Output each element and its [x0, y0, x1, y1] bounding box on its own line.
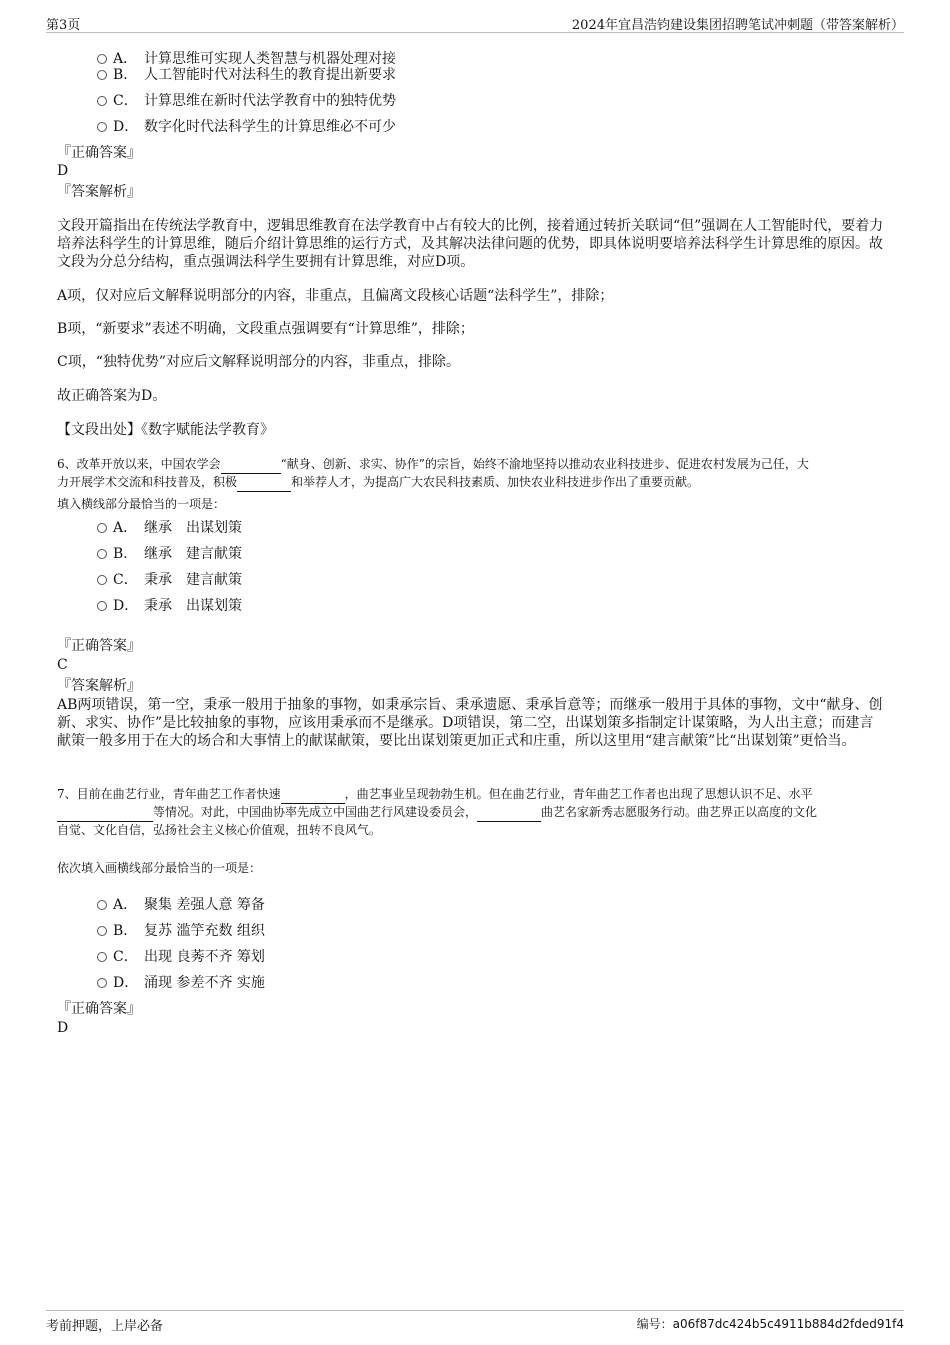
radio-icon[interactable]: [97, 952, 107, 962]
q6-option-a[interactable]: A． 继承 出谋划策: [97, 517, 242, 539]
document-code: 编号：a06f87dc424b5c4911b884d2fded91f4: [636, 1317, 904, 1331]
q7-prompt: 依次填入画横线部分最恰当的一项是：: [57, 861, 262, 875]
page-footer: [46, 1310, 904, 1337]
radio-icon[interactable]: [97, 523, 107, 533]
q5-option-c[interactable]: C． 计算思维在新时代法学教育中的独特优势: [97, 90, 396, 112]
blank-2[interactable]: [57, 804, 153, 822]
q5-analysis-b: B项，“新要求”表述不明确，文段重点强调要有“计算思维”，排除；: [57, 321, 474, 337]
footer-slogan: 考前押题，上岸必备: [46, 1319, 164, 1334]
blank-1[interactable]: [221, 456, 281, 474]
radio-icon[interactable]: [97, 575, 107, 585]
q6-analysis-label: 『答案解析』: [57, 678, 141, 694]
q7-option-d[interactable]: D． 涌现 参差不齐 实施: [97, 972, 265, 994]
q6-prompt: 填入横线部分最恰当的一项是：: [57, 497, 226, 511]
radio-icon[interactable]: [97, 549, 107, 559]
blank-3[interactable]: [477, 804, 541, 822]
q5-analysis-c: C项，“独特优势”对应后文解释说明部分的内容，非重点，排除。: [57, 354, 461, 370]
q5-analysis-paragraph: 文段开篇指出在传统法学教育中，逻辑思维教育在法学教育中占有较大的比例，接着通过转折关联词“但”强调在人工智能时代，要着力培养法科学生的计算思维，随后介绍计算思维的运行方式，及其解决法律问题的优势，即具体说明要培养法科学生计算思维的原因。故文段为分总分结构，重点强调法科学生要拥有计算思维，对应D项。: [57, 218, 884, 270]
blank-1[interactable]: [281, 786, 345, 804]
q7-option-c[interactable]: C． 出现 良莠不齐 筹划: [97, 946, 265, 968]
q7-option-b[interactable]: B． 复苏 滥竽充数 组织: [97, 920, 265, 942]
page-number: 第3页: [46, 18, 81, 33]
radio-icon[interactable]: [97, 601, 107, 611]
radio-icon[interactable]: [97, 900, 107, 910]
q5-analysis-a: A项，仅对应后文解释说明部分的内容，非重点，且偏离文段核心话题“法科学生”，排除；: [57, 288, 614, 304]
q5-answer: D: [57, 163, 69, 179]
q6-analysis: AB两项错误，第一空，秉承一般用于抽象的事物，如秉承宗旨、秉承遗愿、秉承旨意等；而继承一般用于具体的事物，文中“献身、创新、求实、协作”是比较抽象的事物，应该用秉承而不是继承。D项错误，第二空，出谋划策多指制定计谋策略，为人出主意；而建言献策一般多用于在大的场合和大事情上的献谋献策，要比出谋划策更加正式和庄重，所以这里用“建言献策”比“出谋划策”更恰当。: [57, 697, 883, 749]
q6-option-b[interactable]: B． 继承 建言献策: [97, 543, 242, 565]
q5-source: 【文段出处】《数字赋能法学教育》: [57, 422, 274, 438]
q5-analysis-label: 『答案解析』: [57, 184, 141, 200]
q6-option-c[interactable]: C． 秉承 建言献策: [97, 569, 242, 591]
blank-2[interactable]: [237, 474, 291, 492]
q7-answer: D: [57, 1020, 69, 1036]
radio-icon[interactable]: [97, 70, 107, 80]
q6-answer-label: 『正确答案』: [57, 638, 141, 654]
page-header: [46, 14, 904, 33]
document-title: 2024年宜昌浩钧建设集团招聘笔试冲刺题（带答案解析）: [571, 18, 904, 33]
q7-option-a[interactable]: A． 聚集 差强人意 筹备: [97, 894, 265, 916]
radio-icon[interactable]: [97, 122, 107, 132]
q5-option-d[interactable]: D． 数字化时代法科学生的计算思维必不可少: [97, 116, 396, 138]
q5-option-b[interactable]: B． 人工智能时代对法科生的教育提出新要求: [97, 64, 396, 86]
q5-answer-label: 『正确答案』: [57, 145, 141, 161]
q6-stem: 6、改革开放以来，中国农学会 “献身、创新、求实、协作”的宗旨，始终不渝地坚持以推动农业科技进步、促进农村发展为己任，大 力开展学术交流和科技普及，积极 和举荐人才，为提高广大农民科技素质、加快农业科技进步作出了重要贡献。: [57, 456, 887, 492]
q7-stem: 7、目前在曲艺行业，青年曲艺工作者快速 ，曲艺事业呈现勃勃生机。但在曲艺行业，青年曲艺工作者也出现了思想认识不足、水平 等情况。对此，中国曲协率先成立中国曲艺行风建设委员会， 曲艺名家新秀志愿服务行动。曲艺界正以高度的文化 自觉、文化自信，弘扬社会主义核心价值观，扭转不良风气。: [57, 787, 818, 837]
radio-icon[interactable]: [97, 54, 107, 64]
q6-answer: C: [57, 657, 68, 673]
q7-answer-label: 『正确答案』: [57, 1001, 141, 1017]
radio-icon[interactable]: [97, 926, 107, 936]
q5-option-a[interactable]: A． 计算思维可实现人类智慧与机器处理对接: [97, 48, 396, 70]
radio-icon[interactable]: [97, 978, 107, 988]
radio-icon[interactable]: [97, 96, 107, 106]
q6-option-d[interactable]: D． 秉承 出谋划策: [97, 595, 242, 617]
q5-conclusion: 故正确答案为D。: [57, 388, 167, 404]
